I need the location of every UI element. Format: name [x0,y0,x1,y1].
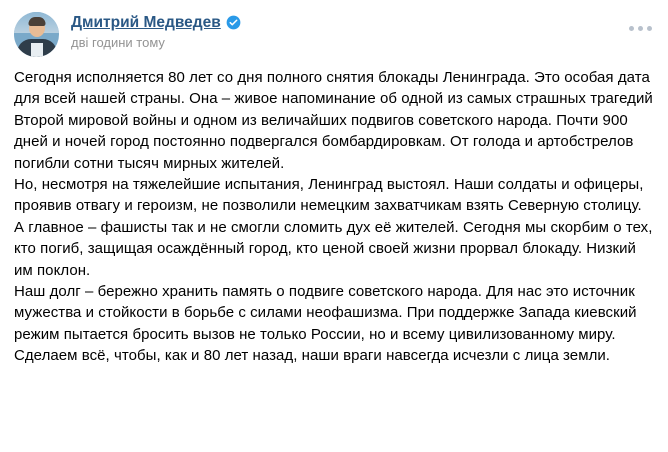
author-name-link[interactable]: Дмитрий Медведев [71,14,221,31]
more-dot [638,26,643,31]
avatar-hair [28,17,45,26]
post-paragraph: Наш долг – бережно хранить память о подвиге советского народа. Для нас это источник мужества и стойкости в борьбе с силами неофашизма. При поддержке Запада киевский режим пытается бросить вызов не только России, но и всему цивилизованному миру. Сделаем всё, чтобы, как и 80 лет назад, наши враги навсегда исчезли с лица земли. [14,283,637,365]
post-header [0,0,668,61]
author-row [71,13,241,32]
verified-badge-icon [226,15,241,30]
post-timestamp[interactable]: дві години тому [71,35,165,50]
post-header-text [71,12,241,51]
avatar[interactable] [14,12,59,57]
more-options-icon[interactable] [629,26,652,31]
more-dot [629,26,634,31]
post-text [0,61,668,367]
avatar-shirt [31,43,43,57]
post-paragraph: Но, несмотря на тяжелейшие испытания, Ленинград выстоял. Наши солдаты и офицеры, проявив отвагу и героизм, не позволили немецким захватчикам взять Северную столицу. А главное – фашисты так и не смогли сломить дух её жителей. Сегодня мы скорбим о тех, кто погиб, защищая осаждённый город, кто ценой своей жизни прорвал блокаду. Низкий им поклон. [14,176,653,279]
more-dot [647,26,652,31]
post-paragraph: Сегодня исполняется 80 лет со дня полного снятия блокады Ленинграда. Это особая дата для всей нашей страны. Она – живое напоминание об одной из самых страшных трагедий Второй мировой войны и одном из величайших подвигов советского народа. Почти 900 дней и ночей город постоянно подвергался бомбардировкам. От голода и артобстрелов погибли сотни тысяч мирных жителей. [14,69,653,172]
